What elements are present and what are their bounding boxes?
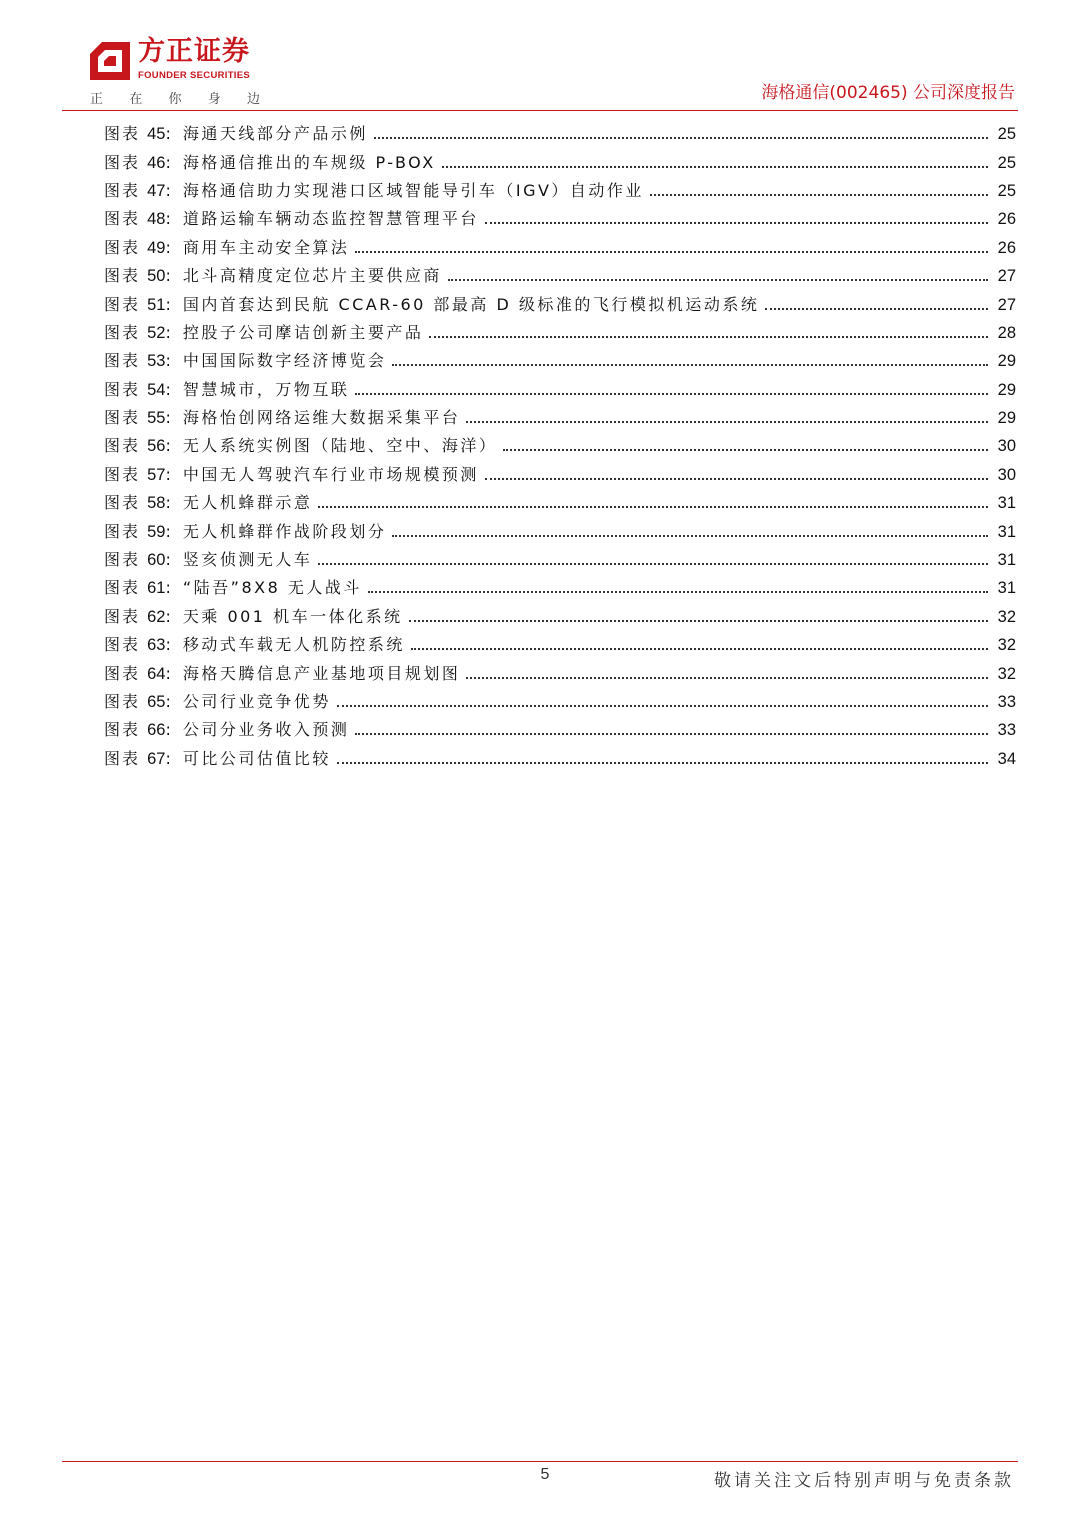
toc-colon: : — [165, 464, 173, 484]
toc-entry[interactable] — [104, 716, 1016, 744]
toc-title: 控股子公司摩诘创新主要产品 — [182, 322, 424, 342]
toc-title: 海格怡创网络运维大数据采集平台 — [182, 408, 461, 428]
page-header — [0, 0, 1080, 118]
toc-prefix: 图表 — [104, 720, 141, 740]
toc-prefix: 图表 — [104, 351, 141, 371]
toc-entry[interactable] — [104, 205, 1016, 233]
toc-prefix: 图表 — [104, 266, 141, 286]
toc-label — [104, 238, 183, 258]
toc-title: 公司分业务收入预测 — [182, 720, 350, 740]
toc-prefix: 图表 — [104, 464, 141, 484]
toc-title: 海格通信推出的车规级 P-BOX — [182, 152, 436, 172]
toc-entry[interactable] — [104, 517, 1016, 545]
toc-entry[interactable] — [104, 546, 1016, 574]
toc-title: 中国无人驾驶汽车行业市场规模预测 — [182, 464, 479, 484]
toc-entry[interactable] — [104, 489, 1016, 517]
toc-title: 竖亥侦测无人车 — [182, 550, 313, 570]
toc-label — [104, 380, 183, 400]
founder-logo-icon — [88, 40, 132, 82]
toc-figure-number: 61 — [147, 579, 166, 598]
toc-dot-leader — [355, 393, 987, 395]
footer-divider — [62, 1461, 1018, 1462]
toc-prefix: 图表 — [104, 237, 141, 257]
toc-figure-number: 45 — [147, 125, 166, 144]
slogan-char: 身 — [207, 92, 221, 107]
toc-page-number: 33 — [997, 721, 1016, 740]
toc-title: 海格天腾信息产业基地项目规划图 — [182, 663, 461, 683]
toc-dot-leader — [411, 648, 988, 650]
toc-prefix: 图表 — [104, 578, 141, 598]
toc-entry[interactable] — [104, 234, 1016, 262]
toc-prefix: 图表 — [104, 663, 141, 683]
toc-dot-leader — [485, 222, 988, 224]
toc-figure-number: 46 — [147, 153, 166, 172]
toc-colon: : — [165, 493, 173, 513]
toc-page-number: 28 — [997, 323, 1016, 342]
report-title: 海格通信(002465) 公司深度报告 — [761, 83, 1015, 103]
toc-title: 无人系统实例图（陆地、空中、海洋） — [182, 436, 498, 456]
toc-page-number: 32 — [997, 664, 1016, 683]
toc-page-number: 29 — [997, 409, 1016, 428]
toc-colon: : — [165, 351, 173, 371]
toc-figure-number: 58 — [147, 494, 166, 513]
toc-label — [104, 550, 183, 570]
toc-entry[interactable] — [104, 688, 1016, 716]
toc-figure-number: 52 — [147, 323, 166, 342]
toc-figure-number: 50 — [147, 267, 166, 286]
page-number: 5 — [540, 1466, 550, 1483]
toc-page-number: 27 — [997, 267, 1016, 286]
toc-colon: : — [165, 606, 173, 626]
toc-label — [104, 408, 183, 428]
toc-entry[interactable] — [104, 177, 1016, 205]
toc-dot-leader — [392, 535, 987, 537]
toc-label — [104, 351, 183, 371]
toc-title: 北斗高精度定位芯片主要供应商 — [182, 266, 442, 286]
toc-page-number: 29 — [997, 352, 1016, 371]
toc-page-number: 26 — [997, 210, 1016, 229]
toc-label — [104, 578, 183, 598]
slogan-char: 在 — [129, 92, 143, 107]
toc-prefix: 图表 — [104, 180, 141, 200]
toc-prefix: 图表 — [104, 748, 141, 768]
toc-label — [104, 749, 183, 769]
toc-figure-number: 47 — [147, 181, 166, 200]
toc-prefix: 图表 — [104, 408, 141, 428]
toc-figure-number: 66 — [147, 721, 166, 740]
toc-title: 道路运输车辆动态监控智慧管理平台 — [182, 209, 479, 229]
toc-prefix: 图表 — [104, 152, 141, 172]
toc-dot-leader — [650, 194, 988, 196]
toc-colon: : — [165, 408, 173, 428]
toc-figure-number: 62 — [147, 607, 166, 626]
toc-dot-leader — [503, 449, 987, 451]
toc-colon: : — [165, 692, 173, 711]
toc-figure-number: 51 — [147, 295, 166, 314]
toc-colon: : — [165, 294, 173, 314]
toc-title: 中国国际数字经济博览会 — [182, 351, 387, 371]
toc-page-number: 26 — [997, 238, 1016, 257]
toc-dot-leader — [355, 733, 987, 735]
toc-entry[interactable] — [104, 659, 1016, 687]
toc-page-number: 33 — [997, 693, 1016, 711]
toc-title: 海通天线部分产品示例 — [182, 124, 368, 144]
toc-colon: : — [165, 748, 173, 768]
toc-page-number: 32 — [997, 636, 1016, 655]
toc-label — [104, 664, 183, 684]
toc-dot-leader — [442, 166, 988, 168]
toc-page-number: 30 — [997, 465, 1016, 484]
toc-entry[interactable] — [104, 347, 1016, 375]
toc-label — [104, 635, 183, 655]
toc-label — [104, 493, 183, 513]
toc-entry[interactable] — [104, 290, 1016, 318]
toc-dot-leader — [374, 137, 988, 139]
toc-entry[interactable] — [104, 603, 1016, 631]
slogan-char: 正 — [90, 92, 104, 107]
toc-label — [104, 720, 183, 740]
toc-dot-leader — [318, 506, 987, 508]
toc-label — [104, 209, 183, 229]
toc-prefix: 图表 — [104, 692, 141, 711]
toc-colon: : — [165, 180, 173, 200]
toc-label — [104, 295, 183, 315]
toc-prefix: 图表 — [104, 322, 141, 342]
slogan — [90, 92, 260, 108]
toc-prefix: 图表 — [104, 606, 141, 626]
toc-title: 国内首套达到民航 CCAR-60 部最高 D 级标准的飞行模拟机运动系统 — [182, 294, 760, 314]
toc-colon: : — [165, 209, 173, 229]
toc-entry[interactable] — [104, 574, 1016, 602]
toc-label — [104, 465, 183, 485]
toc-page-number: 25 — [997, 153, 1016, 172]
toc-entry[interactable] — [104, 319, 1016, 347]
toc-prefix: 图表 — [104, 550, 141, 570]
toc-colon: : — [165, 152, 173, 172]
toc-dot-leader — [368, 591, 988, 593]
toc-entry[interactable] — [104, 262, 1016, 290]
toc-colon: : — [165, 550, 173, 570]
toc-entry[interactable] — [104, 631, 1016, 659]
toc-prefix: 图表 — [104, 124, 141, 144]
toc-figure-number: 59 — [147, 522, 166, 541]
toc-label — [104, 153, 183, 173]
slogan-char: 你 — [168, 92, 182, 107]
toc-figure-number: 64 — [147, 664, 166, 683]
toc-page-number: 25 — [997, 125, 1016, 144]
toc-page-number: 31 — [997, 494, 1016, 513]
toc-title: 可比公司估值比较 — [182, 748, 331, 768]
toc-figure-number: 57 — [147, 465, 166, 484]
toc-label — [104, 522, 183, 542]
toc-dot-leader — [448, 279, 988, 281]
toc-dot-leader — [355, 251, 987, 253]
toc-page-number: 25 — [997, 181, 1016, 200]
toc-dot-leader — [337, 705, 988, 707]
toc-colon: : — [165, 635, 173, 655]
toc-prefix: 图表 — [104, 436, 141, 456]
toc-prefix: 图表 — [104, 294, 141, 314]
logo-english-name: FOUNDER SECURITIES — [138, 70, 251, 81]
toc-label — [104, 436, 183, 456]
toc-prefix: 图表 — [104, 379, 141, 399]
toc-title: 智慧城市，万物互联 — [182, 379, 350, 399]
toc-figure-number: 67 — [147, 749, 166, 768]
toc-prefix: 图表 — [104, 635, 141, 655]
toc-dot-leader — [765, 308, 987, 310]
toc-dot-leader — [392, 364, 987, 366]
toc-entry[interactable] — [104, 461, 1016, 489]
toc-entry[interactable] — [104, 404, 1016, 432]
toc-colon: : — [165, 521, 173, 541]
logo-wordmark: 方正证券 — [138, 36, 250, 67]
toc-page-number: 31 — [997, 522, 1016, 541]
toc-dot-leader — [337, 762, 988, 764]
toc-prefix: 图表 — [104, 209, 141, 229]
toc-title: 商用车主动安全算法 — [182, 237, 350, 257]
toc-label — [104, 323, 183, 343]
toc-figure-number: 65 — [147, 693, 166, 711]
toc-dot-leader — [429, 336, 987, 338]
toc-figure-number: 48 — [147, 210, 166, 229]
toc-figure-number: 60 — [147, 551, 166, 570]
header-divider — [62, 110, 1018, 111]
toc-colon: : — [165, 663, 173, 683]
toc-label — [104, 692, 183, 712]
toc-figure-number: 56 — [147, 437, 166, 456]
toc-dot-leader — [466, 421, 987, 423]
disclaimer-note: 敬请关注文后特别声明与免责条款 — [714, 1471, 1014, 1491]
toc-colon: : — [165, 720, 173, 740]
toc-colon: : — [165, 266, 173, 286]
toc-figure-number: 53 — [147, 352, 166, 371]
toc-dot-leader — [318, 563, 987, 565]
toc-prefix: 图表 — [104, 493, 141, 513]
toc-label — [104, 607, 183, 627]
toc-page-number: 31 — [997, 551, 1016, 570]
toc-dot-leader — [409, 620, 988, 622]
toc-colon: : — [165, 379, 173, 399]
toc-entry[interactable] — [104, 376, 1016, 404]
toc-label — [104, 181, 183, 201]
toc-title: 公司行业竞争优势 — [182, 692, 331, 711]
toc-colon: : — [165, 322, 173, 342]
toc-title: 无人机蜂群示意 — [182, 493, 313, 513]
toc-page-number: 34 — [997, 749, 1016, 768]
toc-figure-number: 55 — [147, 409, 166, 428]
toc-title: 海格通信助力实现港口区域智能导引车（IGV）自动作业 — [182, 180, 644, 200]
toc-dot-leader — [485, 478, 988, 480]
toc-figure-number: 49 — [147, 238, 166, 257]
toc-title: 无人机蜂群作战阶段划分 — [182, 521, 387, 541]
toc-page-number: 30 — [997, 437, 1016, 456]
toc-label — [104, 124, 183, 144]
toc-colon: : — [165, 124, 173, 144]
toc-entry[interactable] — [104, 745, 1016, 773]
toc-colon: : — [165, 237, 173, 257]
toc-title: 移动式车载无人机防控系统 — [182, 635, 405, 655]
toc-colon: : — [165, 578, 173, 598]
toc-page-number: 32 — [997, 607, 1016, 626]
toc-figure-number: 63 — [147, 636, 166, 655]
toc-figure-number: 54 — [147, 380, 166, 399]
toc-entry[interactable] — [104, 432, 1016, 460]
toc-title: “陆吾”8X8 无人战斗 — [182, 578, 362, 598]
toc-prefix: 图表 — [104, 521, 141, 541]
toc-entry[interactable] — [104, 120, 1016, 148]
toc-dot-leader — [466, 677, 987, 679]
toc-title: 天乘 001 机车一体化系统 — [182, 606, 403, 626]
toc-label — [104, 266, 183, 286]
slogan-char: 边 — [246, 92, 260, 107]
figure-index-list — [104, 120, 1016, 773]
toc-page-number: 31 — [997, 579, 1016, 598]
toc-entry[interactable] — [104, 148, 1016, 176]
toc-colon: : — [165, 436, 173, 456]
toc-page-number: 27 — [997, 295, 1016, 314]
toc-page-number: 29 — [997, 380, 1016, 399]
